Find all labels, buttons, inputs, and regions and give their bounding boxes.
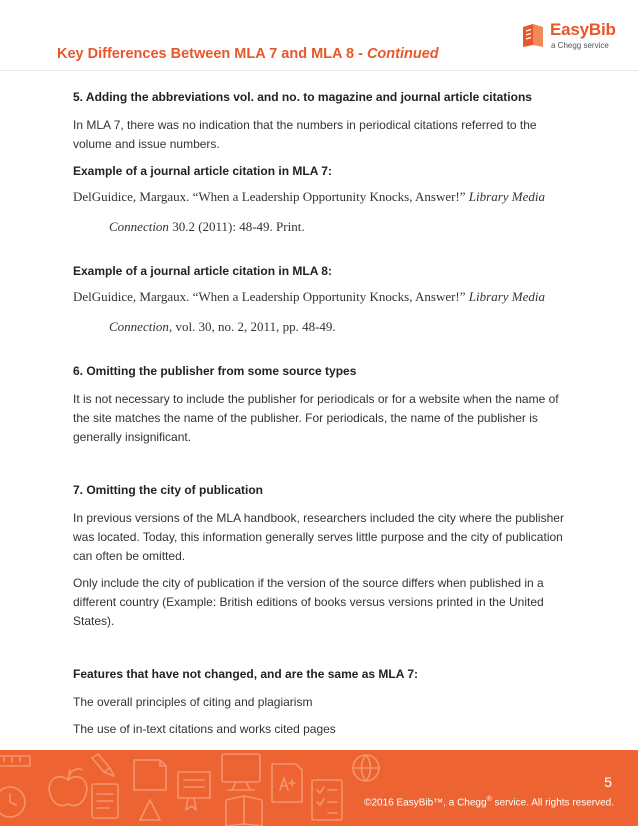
- easybib-logo: [520, 18, 628, 56]
- unchanged-features-heading: Features that have not changed, and are the same as MLA 7:: [73, 667, 418, 681]
- unchanged-item-2: The use of in-text citations and works cited pages: [73, 722, 336, 736]
- example-mla7-label: Example of a journal article citation in MLA 7:: [73, 164, 332, 178]
- citation-journal-title: Connection: [109, 219, 169, 234]
- unchanged-item-1: The overall principles of citing and plagiarism: [73, 695, 313, 709]
- copyright-text-end: service. All rights reserved.: [491, 797, 614, 809]
- example-mla8-label: Example of a journal article citation in MLA 8:: [73, 264, 332, 278]
- page-title-continued: Continued: [366, 46, 439, 62]
- example-mla7-line1: [73, 187, 573, 207]
- citation-text: 30.2 (2011): 48-49. Print.: [168, 219, 305, 234]
- citation-journal-title: Library Media: [468, 189, 545, 204]
- section-5-body: In MLA 7, there was no indication that the numbers in periodical citations referred to the volume and issue numbers.: [73, 118, 537, 151]
- citation-text: DelGuidice, Margaux. “When a Leadership Opportunity Knocks, Answer!”: [73, 189, 469, 204]
- citation-journal-title: Library Media: [468, 289, 545, 304]
- copyright-text: ©2016 EasyBib™, a Chegg: [364, 797, 487, 809]
- example-mla8-line2: [73, 317, 573, 337]
- section-5-heading: 5. Adding the abbreviations vol. and no. to magazine and journal article citations: [73, 90, 532, 104]
- heading-divider: [0, 70, 638, 71]
- logo-name: EasyBib: [550, 20, 616, 39]
- section-7-body-1: In previous versions of the MLA handbook, researchers included the city where the publisher was located. Today, this information generally serves little purpose and the city of publication can often be omitted.: [73, 511, 564, 563]
- registered-mark: ®: [486, 796, 492, 803]
- main-content: [73, 88, 573, 739]
- page-number: 5: [604, 774, 612, 790]
- page-title: [57, 46, 439, 62]
- example-mla8-line1: [73, 287, 573, 307]
- example-mla7-line2: [73, 217, 573, 237]
- section-6-body: It is not necessary to include the publisher for periodicals or for a website when the name of the site matches the name of the publisher. For periodicals, the name of the publisher is generally insignificant.: [73, 392, 559, 444]
- citation-journal-title: Connection: [109, 319, 169, 334]
- school-supplies-pattern-icon: [0, 750, 420, 826]
- page-title-main: Key Differences Between MLA 7 and MLA 8 -: [57, 46, 367, 62]
- section-7-body-2: Only include the city of publication if the version of the source differs when published in a different country (Example: British editions of books versus versions printed in the United States).: [73, 576, 544, 628]
- logo-subtitle: a Chegg service: [551, 41, 609, 50]
- citation-text: , vol. 30, no. 2, 2011, pp. 48-49.: [168, 319, 336, 334]
- section-7-heading: 7. Omitting the city of publication: [73, 483, 264, 497]
- copyright-notice: [364, 796, 614, 808]
- section-6-heading: 6. Omitting the publisher from some source types: [73, 364, 357, 378]
- page-footer: [0, 750, 638, 826]
- book-logo-icon: [520, 22, 546, 48]
- citation-text: DelGuidice, Margaux. “When a Leadership Opportunity Knocks, Answer!”: [73, 289, 469, 304]
